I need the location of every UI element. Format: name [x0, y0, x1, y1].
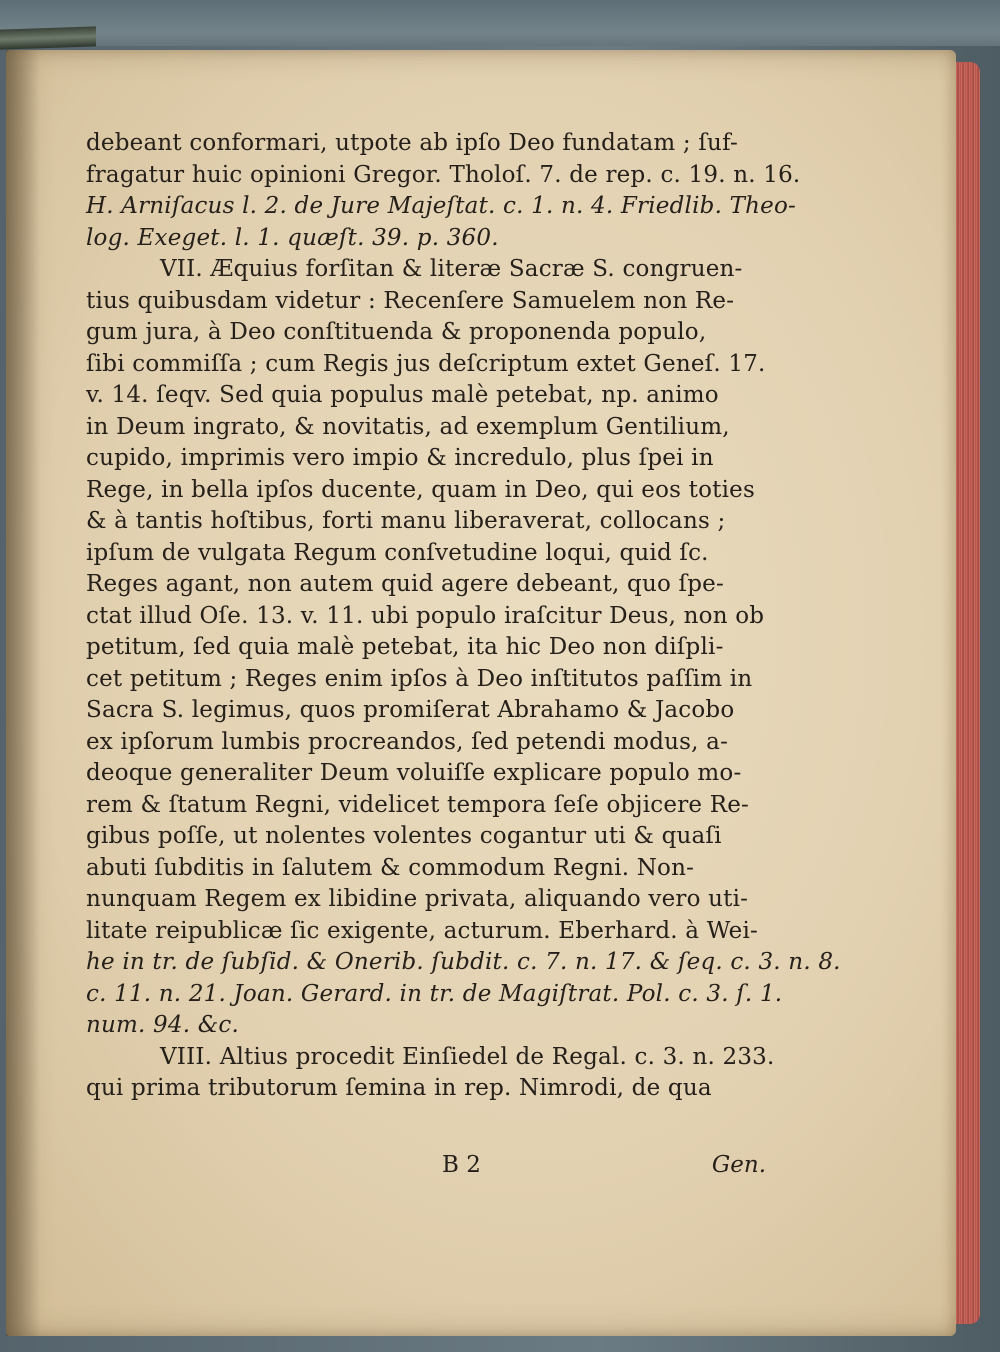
- section-viii-heading-line: VIII. Altius procedit Einſiedel de Regal. c. 3. n. 233.: [160, 1043, 775, 1070]
- text-line: cet petitum ; Reges enim ipſos à Deo inſtitutos paſſim in: [86, 665, 753, 692]
- text-line: nunquam Regem ex libidine privata, aliquando vero uti-: [86, 886, 749, 912]
- scan-background-top: [0, 0, 1000, 46]
- text-line: num. 94. &c.: [86, 1012, 240, 1038]
- text-line: petitum, ſed quia malè petebat, ita hic Deo non diſpli-: [86, 634, 724, 660]
- body-text: [86, 128, 841, 1105]
- text-line: abuti ſubditis in ſalutem & commodum Regni. Non-: [86, 854, 695, 881]
- text-line: fragatur huic opinioni Gregor. Tholoſ. 7. de rep. c. 19. n. 16.: [86, 161, 801, 188]
- text-line: Reges agant, non autem quid agere debeant, quo ſpe-: [86, 571, 724, 597]
- section-vii-heading-line: VII. Æquius forſitan & literæ Sacræ S. congruen-: [160, 256, 743, 282]
- text-line: & à tantis hoſtibus, forti manu liberaverat, collocans ;: [86, 508, 726, 534]
- text-line: Sacra S. legimus, quos promiſerat Abrahamo & Jacobo: [86, 697, 735, 723]
- text-line: Rege, in bella ipſos ducente, quam in Deo, qui eos toties: [86, 476, 755, 503]
- text-line: gum jura, à Deo conſtituenda & proponenda populo,: [86, 319, 707, 345]
- page-gutter-shadow: [6, 50, 40, 1336]
- catchword: Gen.: [711, 1152, 766, 1178]
- text-line: debeant conformari, utpote ab ipſo Deo fundatam ; ſuf-: [86, 130, 738, 156]
- page-footer: [86, 1152, 766, 1182]
- text-line: tius quibusdam videtur : Recenſere Samuelem non Re-: [86, 287, 735, 314]
- text-line: ctat illud Oſe. 13. v. 11. ubi populo iraſcitur Deus, non ob: [86, 602, 765, 629]
- text-line: ſibi commiſſa ; cum Regis jus deſcriptum extet Geneſ. 17.: [86, 350, 766, 377]
- text-line: log. Exeget. l. 1. quæſt. 39. p. 360.: [86, 224, 499, 251]
- text-line: qui prima tributorum ſemina in rep. Nimrodi, de qua: [86, 1075, 712, 1101]
- text-line: ipſum de vulgata Regum conſvetudine loqui, quid ſc.: [86, 539, 709, 566]
- text-line: ex ipſorum lumbis procreandos, ſed petendi modus, a-: [86, 728, 729, 755]
- text-line: deoque generaliter Deum voluiſſe explicare populo mo-: [86, 760, 742, 786]
- text-line: H. Arniſacus l. 2. de Jure Majeſtat. c. 1. n. 4. Friedlib. Theo-: [86, 193, 796, 219]
- text-line: v. 14. ſeqv. Sed quia populus malè petebat, np. animo: [86, 382, 719, 408]
- text-line: rem & ſtatum Regni, videlicet tempora ſeſe objicere Re-: [86, 791, 750, 818]
- text-line: in Deum ingrato, & novitatis, ad exemplum Gentilium,: [86, 413, 730, 440]
- signature-mark: B 2: [442, 1152, 481, 1178]
- text-line: he in tr. de ſubſid. & Onerib. ſubdit. c. 7. n. 17. & ſeq. c. 3. n. 8.: [86, 949, 841, 975]
- text-line: gibus poſſe, ut nolentes volentes cogantur uti & quaſi: [86, 823, 722, 849]
- text-line: c. 11. n. 21. Joan. Gerard. in tr. de Magiſtrat. Pol. c. 3. ſ. 1.: [86, 980, 783, 1007]
- bookmark-ribbon: [0, 26, 96, 49]
- text-line: cupido, imprimis vero impio & incredulo, plus ſpei in: [86, 445, 714, 471]
- text-line: litate reipublicæ ſic exigente, acturum. Eberhard. à Wei-: [86, 917, 758, 944]
